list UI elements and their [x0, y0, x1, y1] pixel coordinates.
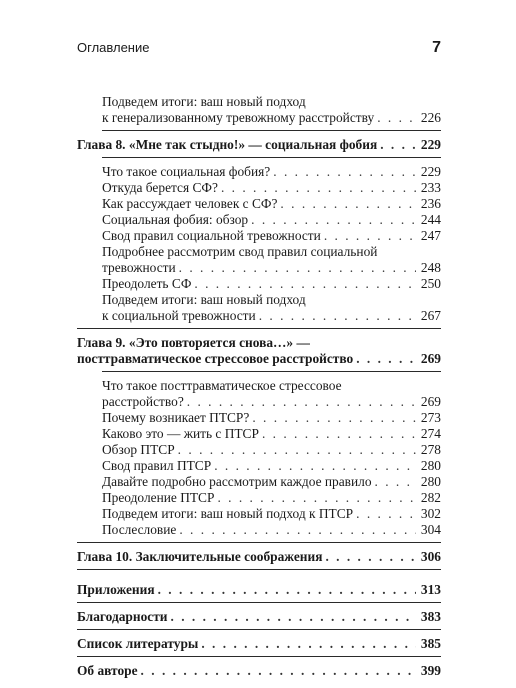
toc-entry-page: 248 — [420, 260, 441, 275]
leader-dots — [141, 663, 416, 679]
leader-dots — [259, 308, 416, 324]
toc-entry-line: Что такое посттравматическое стрессовое — [102, 378, 342, 393]
backmatter-page: 385 — [420, 636, 441, 651]
toc-entry-title: к социальной тревожности — [102, 308, 256, 323]
toc-entry-page: 250 — [420, 276, 441, 291]
leader-dots — [252, 410, 416, 426]
leader-dots — [380, 137, 416, 153]
leader-dots — [201, 636, 416, 652]
backmatter-entry-appendices — [77, 582, 441, 598]
toc-entry-line: Подведем итоги: ваш новый подход — [102, 292, 306, 307]
toc-entry-title: Подведем итоги: ваш новый подход к ПТСР — [102, 506, 354, 521]
toc-entry-page: 229 — [420, 164, 441, 179]
chapter-page: 306 — [420, 549, 441, 564]
backmatter-page: 383 — [420, 609, 441, 624]
leader-dots — [179, 260, 416, 276]
section-divider — [77, 656, 441, 657]
leader-dots — [377, 110, 416, 126]
leader-dots — [262, 426, 416, 442]
toc-entry — [77, 260, 441, 276]
section-divider — [77, 542, 441, 543]
toc-entry-page: 304 — [420, 522, 441, 537]
leader-dots — [187, 394, 416, 410]
toc-entry — [77, 196, 441, 212]
toc-entry-page: 282 — [420, 490, 441, 505]
leader-dots — [273, 164, 416, 180]
chapter-title: посттравматическое стрессовое расстройство — [77, 351, 354, 366]
toc-entry-title: Преодолеть СФ — [102, 276, 192, 291]
toc-entry-title: Откуда берется СФ? — [102, 180, 218, 195]
toc-entry — [77, 426, 441, 442]
toc-entry-page: 226 — [420, 110, 441, 125]
toc-entry-page: 280 — [420, 474, 441, 489]
running-header — [77, 39, 441, 57]
section-divider — [77, 602, 441, 603]
section-divider — [77, 569, 441, 570]
leader-dots — [214, 458, 416, 474]
leader-dots — [171, 609, 416, 625]
leader-dots — [179, 522, 416, 538]
backmatter-title: Список литературы — [77, 636, 199, 651]
toc-entry-title: Что такое социальная фобия? — [102, 164, 271, 179]
toc-entry-title: Преодоление ПТСР — [102, 490, 215, 505]
toc-entry-title: расстройство? — [102, 394, 184, 409]
toc-entry — [77, 180, 441, 196]
backmatter-title: Об авторе — [77, 663, 138, 678]
chapter-9-entry — [77, 351, 441, 367]
toc-entry-line: Подведем итоги: ваш новый подход — [102, 94, 306, 109]
toc-entry-title: Свод правил ПТСР — [102, 458, 212, 473]
toc-entry-page: 233 — [420, 180, 441, 195]
toc-entry — [77, 474, 441, 490]
toc-entry — [77, 442, 441, 458]
toc-entry — [77, 506, 441, 522]
toc-entry — [77, 276, 441, 292]
chapter-title-line: Глава 9. «Это повторяется снова…» — — [77, 335, 310, 350]
toc-entry — [77, 212, 441, 228]
toc-entry — [77, 410, 441, 426]
toc-entry-title: Социальная фобия: обзор — [102, 212, 249, 227]
toc-entry-line: Подробнее рассмотрим свод правил социальной — [102, 244, 378, 259]
toc-entry — [77, 522, 441, 538]
toc-entry — [77, 490, 441, 506]
toc-entry — [77, 308, 441, 324]
toc-entry-page: 302 — [420, 506, 441, 521]
toc-entry-page: 280 — [420, 458, 441, 473]
table-of-contents — [77, 94, 441, 679]
leader-dots — [194, 276, 416, 292]
toc-entry-page: 269 — [420, 394, 441, 409]
backmatter-page: 399 — [420, 663, 441, 678]
section-divider — [102, 130, 441, 131]
backmatter-title: Приложения — [77, 582, 155, 597]
leader-dots — [217, 490, 416, 506]
toc-entry-page: 278 — [420, 442, 441, 457]
toc-entry-page: 247 — [420, 228, 441, 243]
toc-entry — [77, 394, 441, 410]
chapter-10-entry — [77, 549, 441, 565]
leader-dots — [325, 549, 416, 565]
toc-entry-title: к генерализованному тревожному расстройству — [102, 110, 375, 125]
chapter-title: Глава 8. «Мне так стыдно!» — социальная фобия — [77, 137, 378, 152]
chapter-8-entry — [77, 137, 441, 153]
toc-entry-title: Давайте подробно рассмотрим каждое правило — [102, 474, 372, 489]
backmatter-title: Благодарности — [77, 609, 168, 624]
chapter-page: 229 — [420, 137, 441, 152]
leader-dots — [356, 351, 416, 367]
leader-dots — [375, 474, 416, 490]
toc-entry-title: Почему возникает ПТСР? — [102, 410, 250, 425]
toc-entry-page: 274 — [420, 426, 441, 441]
toc-entry-title: Каково это — жить с ПТСР — [102, 426, 259, 441]
leader-dots — [324, 228, 416, 244]
toc-entry — [77, 164, 441, 180]
toc-entry — [77, 458, 441, 474]
section-divider — [77, 328, 441, 329]
backmatter-entry-about-author — [77, 663, 441, 679]
leader-dots — [178, 442, 416, 458]
leader-dots — [221, 180, 416, 196]
toc-entry-page: 236 — [420, 196, 441, 211]
section-divider — [102, 371, 441, 372]
toc-entry — [77, 228, 441, 244]
toc-entry-page: 267 — [420, 308, 441, 323]
leader-dots — [356, 506, 416, 522]
page-number: 7 — [432, 39, 441, 56]
toc-entry-title: Послесловие — [102, 522, 177, 537]
toc-entry-title: Обзор ПТСР — [102, 442, 175, 457]
section-divider — [77, 629, 441, 630]
section-divider — [102, 157, 441, 158]
backmatter-entry-acknowledgements — [77, 609, 441, 625]
backmatter-page: 313 — [420, 582, 441, 597]
chapter-title: Глава 10. Заключительные соображения — [77, 549, 323, 564]
toc-entry-page: 244 — [420, 212, 441, 227]
toc-entry-title: Свод правил социальной тревожности — [102, 228, 321, 243]
leader-dots — [158, 582, 416, 598]
leader-dots — [251, 212, 416, 228]
toc-entry-title: Как рассуждает человек с СФ? — [102, 196, 278, 211]
toc-entry-title: тревожности — [102, 260, 176, 275]
chapter-page: 269 — [420, 351, 441, 366]
toc-entry — [77, 110, 441, 126]
toc-entry-page: 273 — [420, 410, 441, 425]
backmatter-entry-references — [77, 636, 441, 652]
leader-dots — [280, 196, 416, 212]
running-header-title: Оглавление — [77, 40, 150, 55]
